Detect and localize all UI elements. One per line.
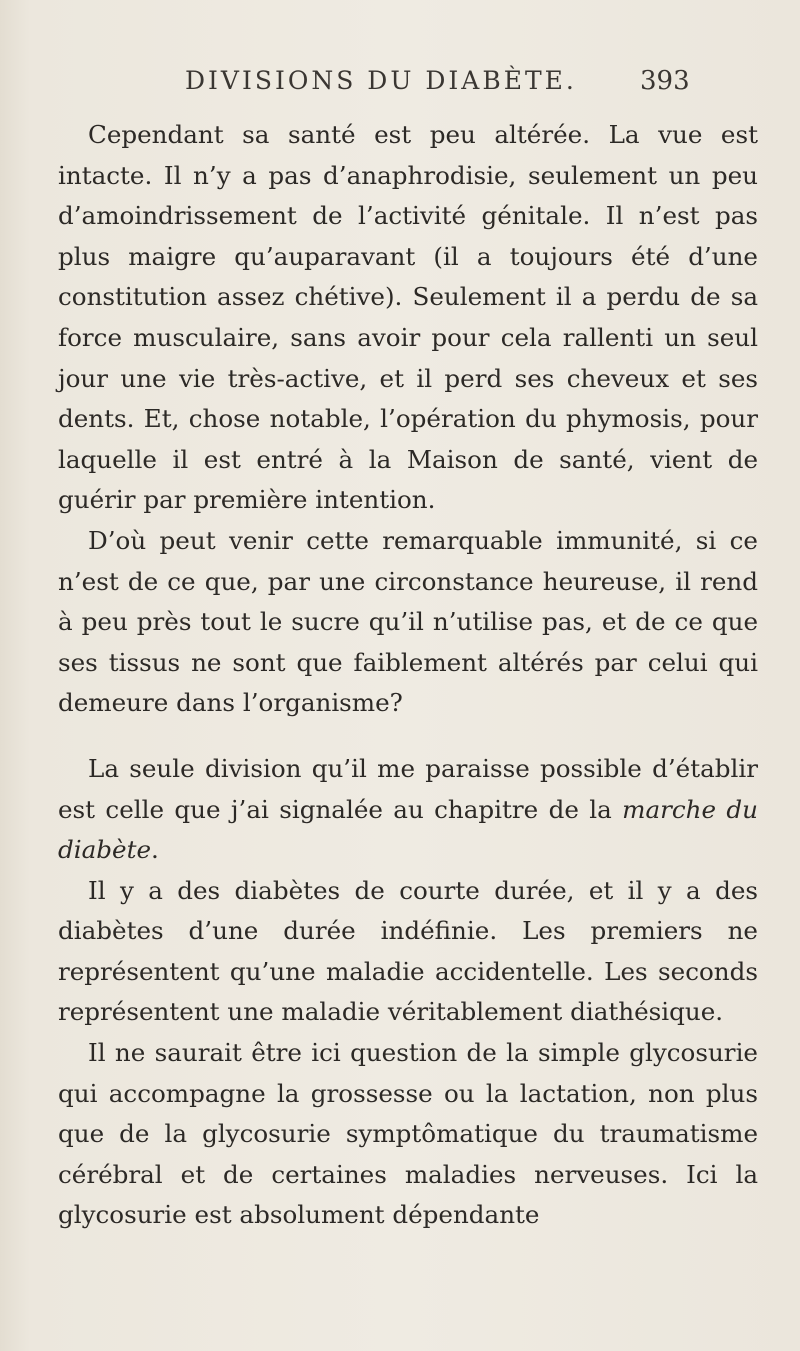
body-text [58, 115, 758, 1236]
paragraph-division-end: . [151, 835, 159, 865]
paragraph-patient-condition: Cependant sa santé est peu altérée. La vue est intacte. Il n’y a pas d’anaphrodisie, seulement un peu d’amoindrissement de l’activité génitale. Il n’est pas plus maigre qu’auparavant (il a toujours été d’une constitution assez chétive). Seulement il a perdu de sa force musculaire, sans avoir pour cela rallenti un seul jour une vie très-active, et il perd ses cheveux et ses dents. Et, chose notable, l’opération du phymosis, pour laquelle il est entré à la Maison de santé, vient de guérir par première intention. [58, 120, 758, 515]
paragraph-glycosuria: Il ne saurait être ici question de la simple glycosurie qui accompagne la grossesse ou la lactation, non plus que de la glycosurie symptômatique du traumatisme cérébral et de certaines maladies nerveuses. Ici la glycosurie est absolument dépendante [58, 1038, 758, 1230]
paragraph-immunity-question: D’où peut venir cette remarquable immunité, si ce n’est de ce que, par une circonstance heureuse, il rend à peu près tout le sucre qu’il n’utilise pas, et de ce que ses tissus ne sont que faiblement altérés par celui qui demeure dans l’organisme? [58, 525, 758, 718]
chapter-reference: marche du diabète [58, 794, 758, 865]
paragraph-durations: Il y a des diabètes de courte durée, et il y a des diabètes d’une durée indéfinie. Les premiers ne représentent qu’une maladie accidentelle. Les seconds représentent une maladie véritablement diathésique. [58, 875, 758, 1027]
running-title: DIVISIONS DU DIABÈTE. [185, 66, 577, 95]
paragraph-division-text: La seule division qu’il me paraisse possible d’établir est celle que j’ai signalée au chapitre de la [58, 753, 758, 824]
page-number: 393 [640, 66, 690, 96]
page-header [0, 66, 800, 106]
paragraph-division [58, 749, 758, 871]
